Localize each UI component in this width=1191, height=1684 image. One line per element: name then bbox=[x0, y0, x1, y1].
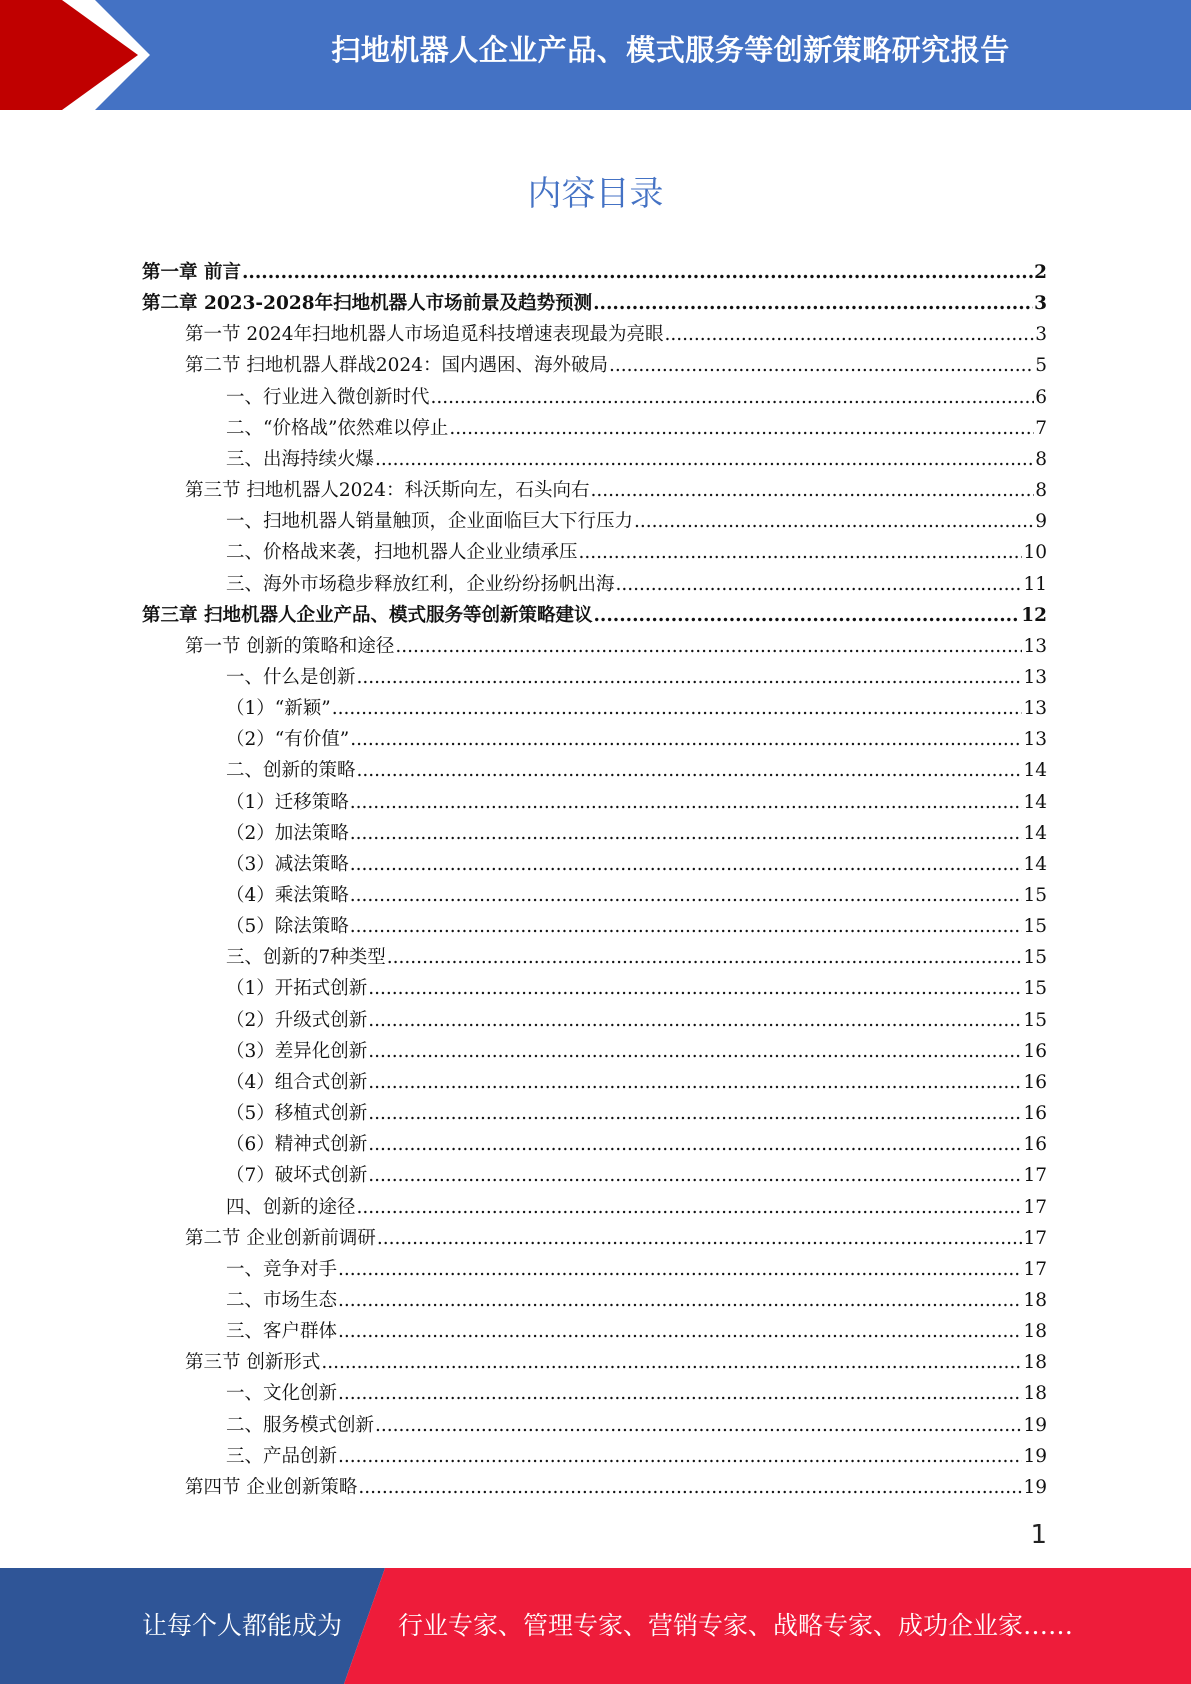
toc-entry[interactable] bbox=[185, 315, 1047, 346]
toc-entry-page: 3 bbox=[1035, 324, 1047, 346]
toc-entry-label: （1）开拓式创新 bbox=[226, 978, 368, 1000]
toc-leader-dots bbox=[368, 1072, 1022, 1094]
header-title: 扫地机器人企业产品、模式服务等创新策略研究报告 bbox=[331, 33, 1010, 67]
toc-entry[interactable] bbox=[185, 1219, 1047, 1250]
toc-leader-dots bbox=[357, 760, 1023, 782]
toc-entry-label: （1）迁移策略 bbox=[226, 791, 349, 813]
toc-entry-page: 3 bbox=[1034, 293, 1047, 315]
toc-entry-label: 三、产品创新 bbox=[226, 1445, 338, 1467]
toc-entry-label: 第二节 扫地机器人群战2024：国内遇困、海外破局 bbox=[185, 355, 608, 377]
toc-entry[interactable] bbox=[226, 751, 1047, 782]
toc-entry[interactable] bbox=[185, 1468, 1047, 1499]
toc-entry-label: 二、服务模式创新 bbox=[226, 1414, 375, 1436]
toc-leader-dots bbox=[431, 387, 1035, 409]
toc-entry-label: （6）精神式创新 bbox=[226, 1134, 368, 1156]
toc-entry-label: 四、创新的途径 bbox=[226, 1196, 356, 1218]
toc-entry[interactable] bbox=[226, 814, 1047, 845]
toc-leader-dots bbox=[664, 324, 1034, 346]
toc-entry-label: （3）差异化创新 bbox=[226, 1040, 368, 1062]
toc-entry[interactable] bbox=[226, 658, 1047, 689]
toc-leader-dots bbox=[350, 729, 1022, 751]
toc-entry[interactable] bbox=[142, 596, 1047, 627]
toc-leader-dots bbox=[357, 1197, 1023, 1219]
toc-leader-dots bbox=[375, 449, 1034, 471]
toc-entry-page: 13 bbox=[1023, 698, 1047, 720]
toc-entry-page: 5 bbox=[1035, 355, 1047, 377]
toc-entry-page: 18 bbox=[1023, 1352, 1047, 1374]
toc-entry-label: 第三章 扫地机器人企业产品、模式服务等创新策略建议 bbox=[142, 604, 593, 626]
toc-leader-dots bbox=[579, 542, 1023, 564]
toc-leader-dots bbox=[350, 792, 1023, 814]
toc-entry-label: 一、什么是创新 bbox=[226, 666, 356, 688]
toc-entry-page: 17 bbox=[1023, 1165, 1047, 1187]
toc-entry-page: 14 bbox=[1023, 853, 1047, 875]
toc-entry[interactable] bbox=[226, 720, 1047, 751]
toc-entry-page: 6 bbox=[1035, 386, 1047, 408]
toc-entry-label: （7）破坏式创新 bbox=[226, 1165, 368, 1187]
toc-entry-page: 11 bbox=[1023, 573, 1047, 595]
toc-leader-dots bbox=[368, 1134, 1022, 1156]
toc-entry[interactable] bbox=[185, 346, 1047, 377]
toc-entry-page: 16 bbox=[1023, 1071, 1047, 1093]
toc-entry-label: 第三节 扫地机器人2024：科沃斯向左，石头向右 bbox=[185, 480, 590, 502]
toc-leader-dots bbox=[332, 698, 1023, 720]
toc-entry-label: 三、创新的7种类型 bbox=[226, 947, 386, 969]
toc-leader-dots bbox=[350, 885, 1023, 907]
toc-entry-label: 第一节 2024年扫地机器人市场追觅科技增速表现最为亮眼 bbox=[185, 324, 664, 346]
toc-entry-label: 第三节 创新形式 bbox=[185, 1352, 321, 1374]
toc-entry[interactable] bbox=[226, 689, 1047, 720]
toc-entry-label: 三、客户群体 bbox=[226, 1321, 338, 1343]
toc-entry-label: （2）“有价值” bbox=[226, 729, 350, 751]
toc-leader-dots bbox=[368, 1165, 1022, 1187]
toc-entry-label: 一、文化创新 bbox=[226, 1383, 338, 1405]
toc-leader-dots bbox=[338, 1446, 1022, 1468]
toc-leader-dots bbox=[609, 355, 1034, 377]
toc-entry-page: 8 bbox=[1035, 448, 1047, 470]
toc-leader-dots bbox=[350, 854, 1023, 876]
page-number: 1 bbox=[1030, 1520, 1047, 1550]
toc-entry[interactable] bbox=[226, 1437, 1047, 1468]
toc-leader-dots bbox=[242, 262, 1033, 284]
toc-entry-page: 17 bbox=[1023, 1258, 1047, 1280]
toc-entry-label: 一、竞争对手 bbox=[226, 1258, 338, 1280]
toc-entry[interactable] bbox=[185, 627, 1047, 658]
toc-entry[interactable] bbox=[142, 253, 1047, 284]
toc-leader-dots bbox=[338, 1259, 1022, 1281]
toc-leader-dots bbox=[350, 916, 1023, 938]
toc-entry[interactable] bbox=[226, 502, 1047, 533]
toc-entry-page: 14 bbox=[1023, 791, 1047, 813]
toc-entry[interactable] bbox=[226, 565, 1047, 596]
toc-entry-page: 16 bbox=[1023, 1040, 1047, 1062]
toc-entry[interactable] bbox=[226, 440, 1047, 471]
toc-leader-dots bbox=[593, 605, 1020, 627]
toc-entry[interactable] bbox=[226, 1156, 1047, 1187]
toc-leader-dots bbox=[368, 978, 1022, 1000]
toc-entry-label: （3）减法策略 bbox=[226, 853, 349, 875]
toc-entry-label: （5）除法策略 bbox=[226, 916, 349, 938]
toc-entry-label: 一、扫地机器人销量触顶，企业面临巨大下行压力 bbox=[226, 511, 634, 533]
toc-leader-dots bbox=[590, 480, 1034, 502]
toc-entry-page: 13 bbox=[1023, 635, 1047, 657]
toc-entry[interactable] bbox=[226, 938, 1047, 969]
toc-entry-label: （1）“新颖” bbox=[226, 698, 331, 720]
toc-entry[interactable] bbox=[226, 1312, 1047, 1343]
toc-entry[interactable] bbox=[185, 1343, 1047, 1374]
toc-entry[interactable] bbox=[226, 907, 1047, 938]
toc-entry-page: 12 bbox=[1021, 604, 1047, 626]
toc-entry-page: 14 bbox=[1023, 760, 1047, 782]
toc-leader-dots bbox=[387, 947, 1023, 969]
toc-entry-label: （4）乘法策略 bbox=[226, 885, 349, 906]
toc-entry-label: 一、行业进入微创新时代 bbox=[226, 386, 430, 408]
toc-entry-label: 第二节 企业创新前调研 bbox=[185, 1227, 376, 1249]
toc-leader-dots bbox=[395, 636, 1022, 658]
toc-entry[interactable] bbox=[226, 1188, 1047, 1219]
toc-entry[interactable] bbox=[226, 1281, 1047, 1312]
toc-entry-label: 第二章 2023-2028年扫地机器人市场前景及趋势预测 bbox=[142, 293, 593, 315]
toc-leader-dots bbox=[338, 1383, 1022, 1405]
toc-entry[interactable] bbox=[226, 845, 1047, 876]
toc-entry-page: 7 bbox=[1035, 417, 1047, 439]
toc-entry[interactable] bbox=[142, 284, 1047, 315]
toc-entry[interactable] bbox=[226, 1001, 1047, 1032]
toc-entry-page: 18 bbox=[1023, 1289, 1047, 1311]
toc-entry-page: 8 bbox=[1035, 480, 1047, 502]
toc-entry-page: 19 bbox=[1023, 1445, 1047, 1467]
toc-entry[interactable] bbox=[226, 1094, 1047, 1125]
toc-entry[interactable] bbox=[226, 783, 1047, 814]
toc-entry-label: 二、市场生态 bbox=[226, 1289, 338, 1311]
toc-entry-page: 16 bbox=[1023, 1134, 1047, 1156]
toc-entry[interactable] bbox=[226, 409, 1047, 440]
toc-entry-page: 15 bbox=[1023, 1009, 1047, 1031]
toc-entry-page: 17 bbox=[1023, 1227, 1047, 1249]
toc-leader-dots bbox=[616, 574, 1023, 596]
toc-entry[interactable] bbox=[226, 1032, 1047, 1063]
toc-entry-page: 19 bbox=[1023, 1476, 1047, 1498]
toc-entry-label: 第一节 创新的策略和途径 bbox=[185, 635, 395, 657]
toc-entry-label: （5）移植式创新 bbox=[226, 1103, 368, 1125]
toc-entry-label: 三、出海持续火爆 bbox=[226, 448, 375, 470]
toc-entry-page: 13 bbox=[1023, 729, 1047, 751]
toc-entry[interactable] bbox=[226, 1250, 1047, 1281]
toc-leader-dots bbox=[338, 1321, 1022, 1343]
toc-entry[interactable] bbox=[226, 969, 1047, 1000]
page-header bbox=[0, 0, 1191, 110]
toc-leader-dots bbox=[377, 1228, 1023, 1250]
toc-entry-page: 19 bbox=[1023, 1414, 1047, 1436]
toc-entry-page: 2 bbox=[1034, 262, 1047, 283]
footer-slogan-right: 行业专家、管理专家、营销专家、战略专家、成功企业家…… bbox=[398, 1611, 1074, 1640]
toc-leader-dots bbox=[338, 1290, 1022, 1312]
footer-slogan-left: 让每个人都能成为 bbox=[142, 1611, 343, 1640]
toc-entry[interactable] bbox=[226, 1406, 1047, 1437]
toc-leader-dots bbox=[368, 1041, 1022, 1063]
toc-leader-dots bbox=[593, 293, 1033, 315]
toc-leader-dots bbox=[368, 1103, 1022, 1125]
toc-entry[interactable] bbox=[226, 1125, 1047, 1156]
toc-entry-label: 二、创新的策略 bbox=[226, 760, 356, 782]
toc-entry-page: 15 bbox=[1023, 947, 1047, 969]
toc-entry-label: 二、“价格战”依然难以停止 bbox=[226, 417, 449, 439]
toc-entry-label: 二、价格战来袭，扫地机器人企业业绩承压 bbox=[226, 542, 578, 564]
toc-leader-dots bbox=[449, 418, 1034, 440]
toc-entry-page: 14 bbox=[1023, 822, 1047, 844]
toc-entry-page: 18 bbox=[1023, 1321, 1047, 1343]
toc-entry[interactable] bbox=[185, 471, 1047, 502]
toc-entry-label: 三、海外市场稳步释放红利，企业纷纷扬帆出海 bbox=[226, 573, 615, 595]
toc-entry-page: 10 bbox=[1023, 542, 1047, 564]
toc-entry[interactable] bbox=[226, 533, 1047, 564]
toc-entry[interactable] bbox=[226, 1374, 1047, 1405]
toc-entry-label: 第一章 前言 bbox=[142, 262, 241, 283]
toc-title: 内容目录 bbox=[527, 174, 664, 214]
toc-leader-dots bbox=[634, 511, 1034, 533]
toc-entry-page: 9 bbox=[1035, 511, 1047, 533]
toc-entry[interactable] bbox=[226, 1063, 1047, 1094]
toc-leader-dots bbox=[357, 667, 1023, 689]
toc-leader-dots bbox=[358, 1477, 1022, 1499]
page-footer bbox=[0, 1568, 1191, 1684]
toc-leader-dots bbox=[321, 1352, 1022, 1374]
toc-entry[interactable] bbox=[226, 876, 1047, 907]
toc-entry[interactable] bbox=[226, 378, 1047, 409]
toc-entry-page: 16 bbox=[1023, 1103, 1047, 1125]
toc-entry-page: 15 bbox=[1023, 885, 1047, 906]
toc-entry-label: （4）组合式创新 bbox=[226, 1071, 368, 1093]
toc-entry-page: 17 bbox=[1023, 1196, 1047, 1218]
toc-entry-page: 18 bbox=[1023, 1383, 1047, 1405]
toc-leader-dots bbox=[375, 1415, 1022, 1437]
toc-leader-dots bbox=[350, 823, 1023, 845]
toc-entry-page: 15 bbox=[1023, 978, 1047, 1000]
toc-entry-page: 13 bbox=[1023, 666, 1047, 688]
toc-entry-page: 15 bbox=[1023, 916, 1047, 938]
toc-entry-label: （2）升级式创新 bbox=[226, 1009, 368, 1031]
toc-entry-label: 第四节 企业创新策略 bbox=[185, 1476, 358, 1498]
toc-entry-label: （2）加法策略 bbox=[226, 822, 349, 844]
toc-leader-dots bbox=[368, 1010, 1022, 1032]
